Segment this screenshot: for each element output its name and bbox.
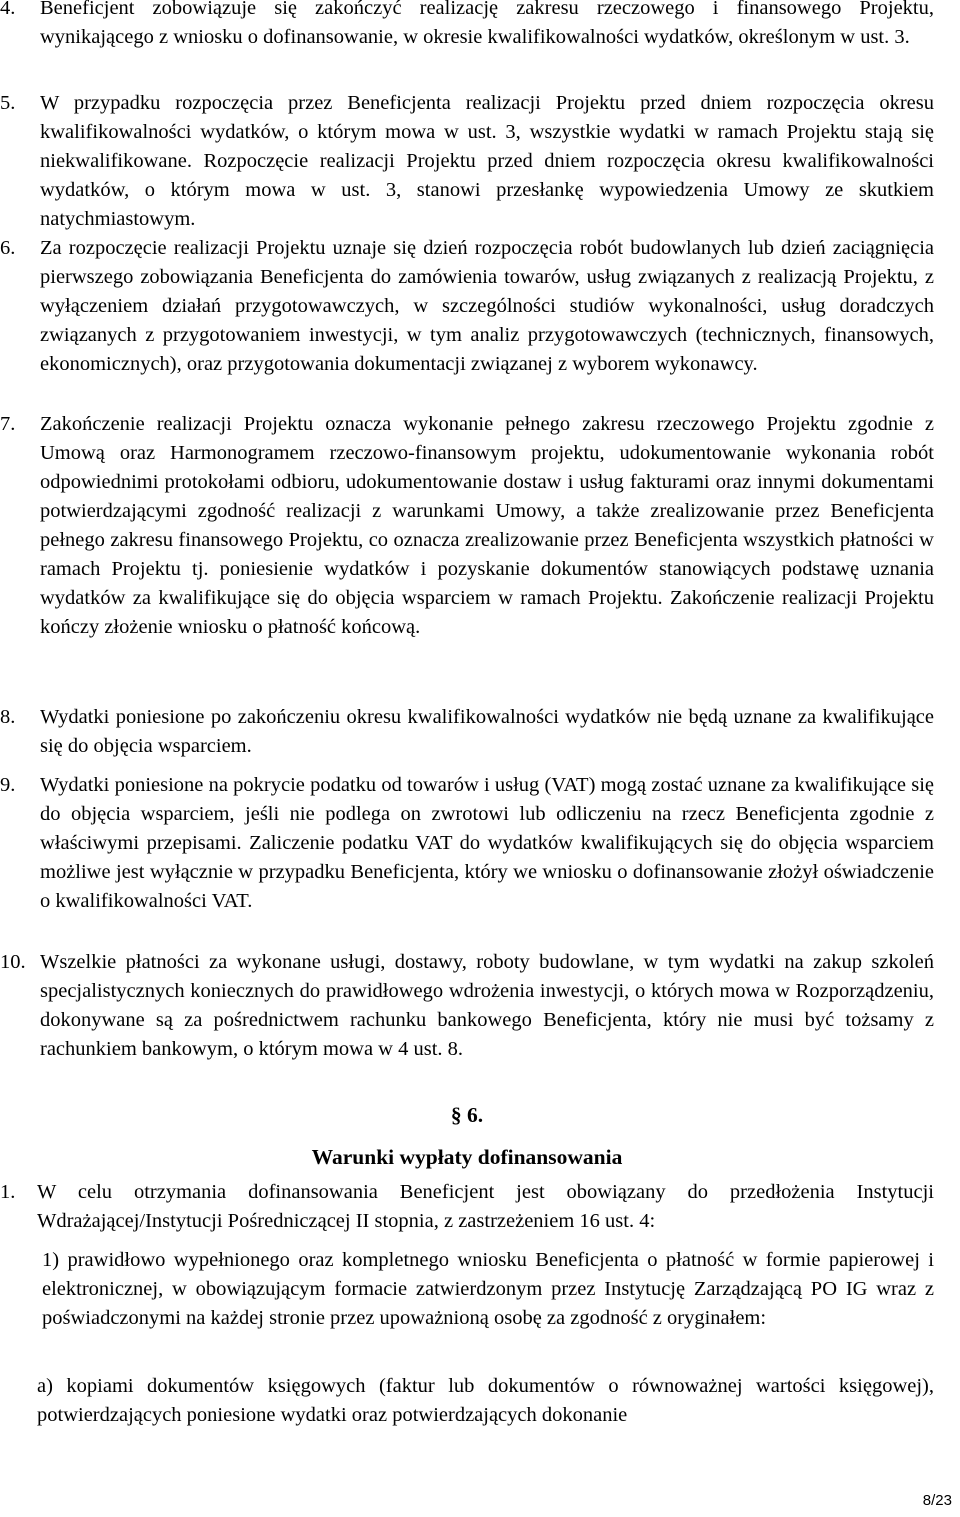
item-number: 9. [0,774,16,796]
section-title: Warunki wypłaty dofinansowania [311,1145,623,1169]
subitem-1: 1) prawidłowo wypełnionego oraz kompletnego wniosku Beneficjenta o płatność w formie papierowej i elektronicznej, w obowiązującym formacie zatwierdzonym przez Instytucję Zarządzającą PO IG wraz z poświadczonymi na każdej stronie przez upoważnioną osobę za zgodność z oryginałem: [42,1249,934,1329]
item-text: Wydatki poniesione na pokrycie podatku od towarów i usług (VAT) mogą zostać uznane za kwalifikujące się do objęcia wsparciem, jeśli nie podlega on zwrotowi lub odliczeniu na rzecz Beneficjenta zgodnie z właściwymi przepisami. Zaliczenie podatku VAT do wydatków kwalifikujących się do objęcia wsparciem możliwe jest wyłącznie w przypadku Beneficjenta, który we wniosku o dofinansowanie złożył oświadczenie o kwalifikowalności VAT. [40,774,934,912]
subitem-a: a) kopiami dokumentów księgowych (faktur lub dokumentów o równoważnej wartości księgowej), potwierdzających poniesione wydatki oraz potwierdzających dokonanie [37,1375,934,1426]
item-text: W celu otrzymania dofinansowania Beneficjent jest obowiązany do przedłożenia Instytucji Wdrażającej/Instytucji Pośredniczącej II stopnia, z zastrzeżeniem 16 ust. 4: [37,1181,934,1232]
section-symbol: § 6. [450,1103,484,1127]
item-text: Za rozpoczęcie realizacji Projektu uznaje się dzień rozpoczęcia robót budowlanych lub dzień zaciągnięcia pierwszego zobowiązania Beneficjenta do zamówienia towarów, usług związanych z realizacją Projektu, z wyłączeniem działań przygotowawczych, w szczególności studiów wykonalności, usług doradczych związanych z przygotowaniem inwestycji, w tym analiz przygotowawczych (technicznych, finansowych, ekonomicznych), oraz przygotowania dokumentacji związanej z wyborem wykonawcy. [40,237,934,375]
item-number: 5. [0,92,16,114]
paragraph-item-5 [0,89,934,234]
paragraph-item-4 [0,0,934,52]
paragraph-item-10 [0,948,934,1064]
item-number: 1. [0,1181,16,1203]
item-text: Wszelkie płatności za wykonane usługi, dostawy, roboty budowlane, w tym wydatki na zakup szkoleń specjalistycznych koniecznych do prawidłowego wdrożenia inwestycji, o których mowa w Rozporządzeniu, dokonywane są za pośrednictwem rachunku bankowego Beneficjenta, który nie musi być tożsamy z rachunkiem bankowym, o którym mowa w 4 ust. 8. [40,951,934,1060]
item-number: 10. [0,951,26,973]
item-number: 4. [0,0,16,19]
paragraph-item-8 [0,703,934,761]
item-text: Wydatki poniesione po zakończeniu okresu kwalifikowalności wydatków nie będą uznane za kwalifikujące się do objęcia wsparciem. [40,706,934,757]
section-item-1 [0,1178,934,1236]
item-number: 6. [0,237,16,259]
paragraph-item-7 [0,410,934,642]
page-number: 8/23 [922,1492,952,1509]
item-number: 7. [0,413,16,435]
item-number: 8. [0,706,16,728]
paragraph-item-9 [0,771,934,916]
item-text: Zakończenie realizacji Projektu oznacza wykonanie pełnego zakresu rzeczowego Projektu zgodnie z Umową oraz Harmonogramem rzeczowo-finansowym projektu, udokumentowanie wykonania robót odpowiednimi protokołami odbioru, udokumentowanie dostaw i usług fakturami oraz innymi dokumentami potwierdzającymi zgodność realizacji z warunkami Umowy, a także zrealizowanie przez Beneficjenta pełnego zakresu finansowego Projektu, co oznacza zrealizowanie przez Beneficjenta wszystkich płatności w ramach Projektu tj. poniesienie wydatków i pozyskanie dokumentów stanowiących podstawę uznania wydatków za kwalifikujące się do objęcia wsparciem w ramach Projektu. Zakończenie realizacji Projektu kończy złożenie wniosku o płatność końcową. [40,413,934,638]
item-text: W przypadku rozpoczęcia przez Beneficjenta realizacji Projektu przed dniem rozpoczęcia okresu kwalifikowalności wydatków, o którym mowa w ust. 3, wszystkie wydatki w ramach Projektu stają się niekwalifikowane. Rozpoczęcie realizacji Projektu przed dniem rozpoczęcia okresu kwalifikowalności wydatków, o którym mowa w ust. 3, stanowi przesłankę wypowiedzenia Umowy ze skutkiem natychmiastowym. [40,92,934,230]
paragraph-item-6 [0,234,934,379]
item-text: Beneficjent zobowiązuje się zakończyć realizację zakresu rzeczowego i finansowego Projektu, wynikającego z wniosku o dofinansowanie, w okresie kwalifikowalności wydatków, określonym w ust. 3. [40,0,934,48]
